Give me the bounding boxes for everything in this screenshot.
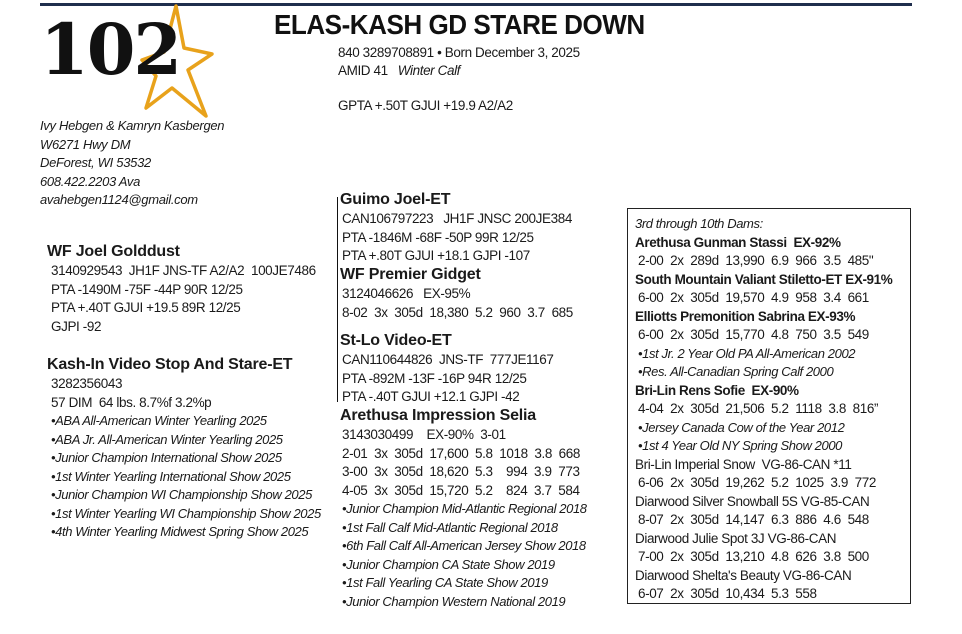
dam-entry-name: Arethusa Gunman Stassi EX-92% <box>635 234 841 250</box>
sire-line: PTA -1490M -75F -44P 90R 12/25 <box>51 281 243 297</box>
dam-entry-achievement: •1st Jr. 2 Year Old PA All-American 2002 <box>638 345 856 361</box>
dams-dam-achievement: •Junior Champion Mid-Atlantic Regional 2018 <box>342 501 587 516</box>
dam-achievement: •Junior Champion WI Championship Show 2025 <box>51 487 312 502</box>
sires-dam-block <box>340 265 573 322</box>
dam-line: 57 DIM 64 lbs. 8.7%f 3.2%p <box>51 394 212 410</box>
dam-achievement: •1st Winter Yearling International Show 2025 <box>51 468 291 484</box>
genomics-line: GPTA +.50T GJUI +19.9 A2/A2 <box>338 98 513 113</box>
sire-name: WF Joel Golddust <box>47 243 180 260</box>
dam-entry-line: 2-00 2x 289d 13,990 6.9 966 3.5 485" <box>638 253 874 268</box>
dam-entry-line: 6-07 2x 305d 10,434 5.3 558 <box>638 586 817 601</box>
dam-entry-achievement: •Jersey Canada Cow of the Year 2012 <box>638 419 845 435</box>
dams-dam-achievement: •Junior Champion Western National 2019 <box>342 593 566 609</box>
dams-sire-line: PTA -892M -13F -16P 94R 12/25 <box>342 370 527 386</box>
owner-address: W6271 Hwy DM <box>40 136 131 152</box>
dam-achievement: •ABA Jr. All-American Winter Yearling 2025 <box>51 431 283 447</box>
owner-name: Ivy Hebgen & Kamryn Kasbergen <box>40 118 225 133</box>
dams-box <box>627 208 911 604</box>
dams-dam-line: 3-00 3x 305d 18,620 5.3 994 3.9 773 <box>342 464 580 479</box>
class-label: Winter Calf <box>397 63 461 78</box>
owner-phone: 608.422.2203 Ava <box>40 173 141 189</box>
dams-dam-block <box>340 406 587 611</box>
dam-entry-line: 6-00 2x 305d 19,570 4.9 958 3.4 661 <box>638 290 869 305</box>
sires-sire-name: Guimo Joel-ET <box>340 191 451 208</box>
owner-city: DeForest, WI 53532 <box>40 155 151 170</box>
sire-line: GJPI -92 <box>51 318 102 334</box>
sires-dam-line: 8-02 3x 305d 18,380 5.2 960 3.7 685 <box>342 304 573 320</box>
dams-dam-line: 4-05 3x 305d 15,720 5.2 824 3.7 584 <box>342 482 580 498</box>
registration-line: 840 3289708891 • Born December 3, 2025 <box>338 45 580 60</box>
sires-dam-line: 3124046626 EX-95% <box>342 286 471 301</box>
dams-box-heading: 3rd through 10th Dams: <box>635 216 763 231</box>
dam-entry-name: Elliotts Premonition Sabrina EX-93% <box>635 308 856 324</box>
dam-entry-line: 6-00 2x 305d 15,770 4.8 750 3.5 549 <box>638 327 869 342</box>
dams-dam-achievement: •1st Fall Yearling CA State Show 2019 <box>342 575 548 590</box>
dam-name: Kash-In Video Stop And Stare-ET <box>47 356 293 373</box>
dam-entry-name: Diarwood Julie Spot 3J VG-86-CAN <box>635 530 837 546</box>
dams-sire-block <box>340 331 553 407</box>
dam-entry-achievement: •1st 4 Year Old NY Spring Show 2000 <box>638 438 842 453</box>
dam-entry-achievement: •Res. All-Canadian Spring Calf 2000 <box>638 364 834 379</box>
dams-sire-name: St-Lo Video-ET <box>340 332 452 349</box>
dams-sire-line: PTA -.40T GJUI +12.1 GJPI -42 <box>342 389 520 404</box>
dam-entry-line: 6-06 2x 305d 19,262 5.2 1025 3.9 772 <box>638 475 877 490</box>
amid-line: AMID 41 Winter Calf <box>338 63 461 78</box>
dams-dam-achievement: •Junior Champion CA State Show 2019 <box>342 556 555 572</box>
sires-sire-line: CAN106797223 JH1F JNSC 200JE384 <box>342 211 572 226</box>
sire-line: PTA +.40T GJUI +19.5 89R 12/25 <box>51 300 241 315</box>
dam-achievement: •ABA All-American Winter Yearling 2025 <box>51 413 267 428</box>
dams-dam-achievement: •1st Fall Calf Mid-Atlantic Regional 2018 <box>342 519 558 535</box>
animal-name: ELAS-KASH GD STARE DOWN <box>274 9 645 40</box>
dam-entry-line: 7-00 2x 305d 13,210 4.8 626 3.8 500 <box>638 549 869 564</box>
dams-sire-line: CAN110644826 JNS-TF 777JE1167 <box>342 352 554 367</box>
dam-entry-line: 4-04 2x 305d 21,506 5.2 1118 3.8 816” <box>638 401 879 416</box>
dam-achievement: •4th Winter Yearling Midwest Spring Show 2025 <box>51 524 309 539</box>
dam-entry-name: South Mountain Valiant Stiletto-ET EX-91% <box>635 271 893 287</box>
dam-line: 3282356043 <box>51 376 123 391</box>
dam-entry-name: Bri-Lin Imperial Snow VG-86-CAN *11 <box>635 456 852 472</box>
sire-block <box>47 242 316 336</box>
dam-block <box>47 355 321 542</box>
sires-sire-line: PTA -1846M -68F -50P 99R 12/25 <box>342 229 534 245</box>
owner-info <box>40 117 224 210</box>
sires-dam-name: WF Premier Gidget <box>340 266 481 283</box>
lot-number: 102 <box>40 8 181 91</box>
dams-dam-line: 2-01 3x 305d 17,600 5.8 1018 3.8 668 <box>342 445 581 461</box>
sires-sire-block <box>340 190 572 266</box>
dam-entry-name: Diarwood Silver Snowball 5S VG-85-CAN <box>635 493 870 509</box>
dam-entry-line: 8-07 2x 305d 14,147 6.3 886 4.6 548 <box>638 512 869 527</box>
pedigree-bracket <box>337 197 339 402</box>
dams-dam-achievement: •6th Fall Calf All-American Jersey Show 2018 <box>342 538 586 553</box>
dams-dam-line: 3143030499 EX-90% 3-01 <box>342 427 506 442</box>
dam-entry-name: Diarwood Shelta's Beauty VG-86-CAN <box>635 567 852 583</box>
owner-email[interactable]: avahebgen1124@gmail.com <box>40 192 198 207</box>
sire-line: 3140929543 JH1F JNS-TF A2/A2 100JE7486 <box>51 263 316 278</box>
sires-sire-line: PTA +.80T GJUI +18.1 GJPI -107 <box>342 248 530 263</box>
dams-dam-name: Arethusa Impression Selia <box>340 407 536 424</box>
dam-achievement: •1st Winter Yearling WI Championship Show 2025 <box>51 505 321 521</box>
dam-achievement: •Junior Champion International Show 2025 <box>51 450 282 465</box>
dam-entry-name: Bri-Lin Rens Sofie EX-90% <box>635 382 799 398</box>
